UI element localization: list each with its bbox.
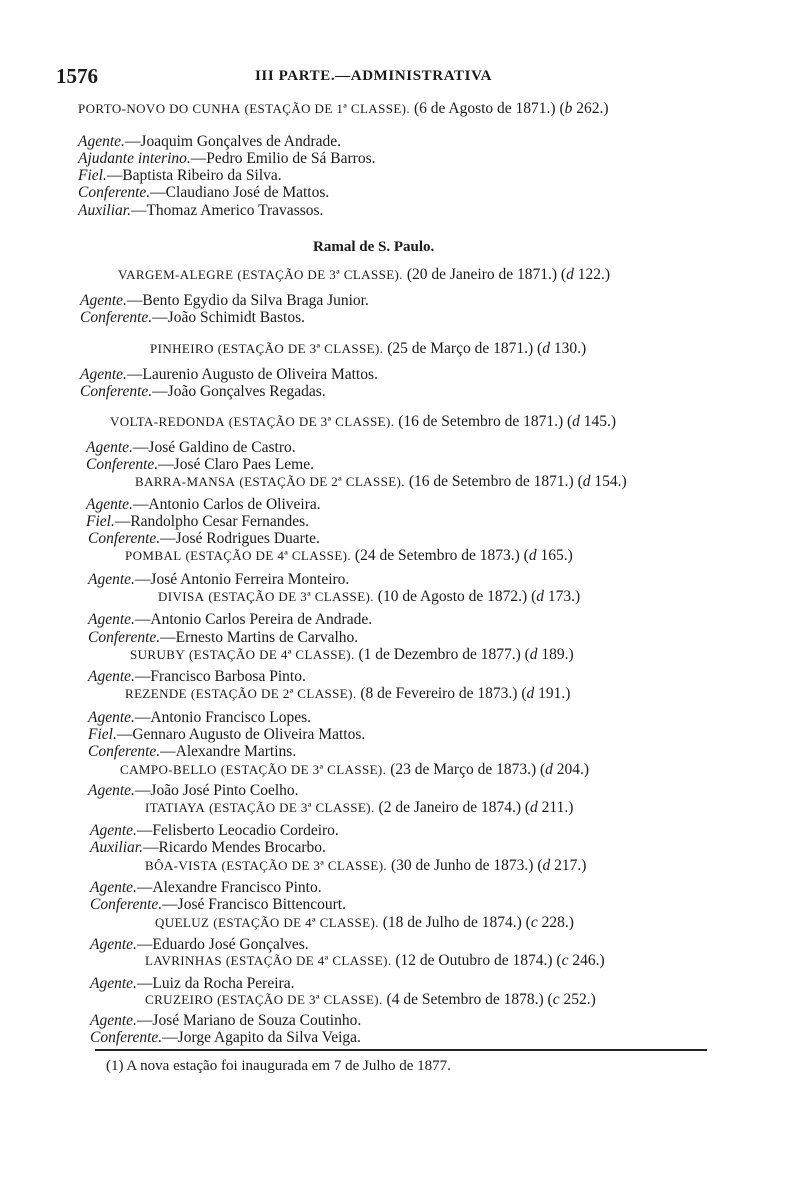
reference-number: 145.) xyxy=(583,413,617,430)
staff-entry xyxy=(78,167,282,184)
opening-date: (24 de Setembro de 1873.) xyxy=(354,547,520,564)
opening-date: (16 de Setembro de 1871.) xyxy=(398,413,564,430)
staff-entry xyxy=(90,896,346,913)
reference-number: 191.) xyxy=(538,685,571,702)
station-heading: POMBAL (ESTAÇÃO DE 4ª CLASSE). (24 de Setembro de 1873.) (d 165.) xyxy=(125,547,573,564)
staff-role: Conferente. xyxy=(78,184,151,201)
staff-role: Conferente. xyxy=(86,456,159,473)
staff-role: Agente. xyxy=(88,709,135,726)
station-heading: CRUZEIRO (ESTAÇÃO DE 3ª CLASSE). (4 de Setembro de 1878.) (c 252.) xyxy=(145,991,596,1008)
staff-role: Ajudante interino. xyxy=(78,150,191,167)
staff-name: —Eduardo José Gonçalves. xyxy=(136,936,309,953)
staff-name: —Baptista Ribeiro da Silva. xyxy=(106,167,282,184)
station-heading: PORTO-NOVO DO CUNHA (ESTAÇÃO DE 1ª CLASSE). (6 de Agosto de 1871.) (b 262.) xyxy=(78,100,609,117)
staff-role: Agente. xyxy=(90,1012,137,1029)
staff-role: Agente. xyxy=(80,366,127,383)
staff-entry xyxy=(88,709,311,726)
section-title: Ramal de S. Paulo. xyxy=(313,239,435,255)
staff-role: Agente. xyxy=(80,292,127,309)
reference-letter: c xyxy=(552,991,560,1008)
staff-entry xyxy=(88,782,299,799)
station-class: (ESTAÇÃO DE 4ª CLASSE). xyxy=(185,548,352,563)
reference-number: 211.) xyxy=(541,799,574,816)
staff-name: —Jorge Agapito da Silva Veiga. xyxy=(162,1029,361,1046)
station-class: (ESTAÇÃO DE 3ª CLASSE). xyxy=(228,414,395,429)
staff-role: Fiel. xyxy=(86,513,115,530)
staff-name: —Alexandre Martins. xyxy=(160,743,297,760)
reference-number: 246.) xyxy=(572,952,605,969)
station-name: CRUZEIRO xyxy=(145,992,214,1007)
station-class: (ESTAÇÃO DE 3ª CLASSE). xyxy=(217,992,383,1007)
station-class: (ESTAÇÃO DE 3ª CLASSE). xyxy=(217,341,384,356)
page-reference xyxy=(565,100,609,117)
station-class: (ESTAÇÃO DE 2ª CLASSE). xyxy=(239,474,405,489)
station-class: (ESTAÇÃO DE 4ª CLASSE). xyxy=(213,915,379,930)
station-heading: QUELUZ (ESTAÇÃO DE 4ª CLASSE). (18 de Julho de 1874.) (c 228.) xyxy=(155,914,574,931)
station-name: CAMPO-BELLO xyxy=(120,762,217,777)
staff-name: —Pedro Emilio de Sá Barros. xyxy=(190,150,376,167)
station-class: (ESTAÇÃO DE 2ª CLASSE). xyxy=(190,686,357,701)
station-name: VOLTA-REDONDA xyxy=(110,414,225,429)
reference-letter: c xyxy=(561,952,569,969)
staff-role: Auxiliar. xyxy=(90,839,143,856)
opening-date: (20 de Janeiro de 1871.) xyxy=(406,266,558,283)
opening-date: (4 de Setembro de 1878.) xyxy=(386,991,544,1008)
footnote: (1) A nova estação foi inaugurada em 7 de Julho de 1877. xyxy=(106,1058,451,1074)
staff-role: Conferente. xyxy=(88,530,161,547)
page-reference xyxy=(531,914,574,931)
reference-letter: b xyxy=(564,100,573,117)
staff-role: Fiel. xyxy=(88,726,117,743)
staff-name: —Ricardo Mendes Brocarbo. xyxy=(142,839,326,856)
station-heading: ITATIAYA (ESTAÇÃO DE 3ª CLASSE). (2 de Janeiro de 1874.) (d 211.) xyxy=(145,799,574,816)
station-class: (ESTAÇÃO DE 4ª CLASSE). xyxy=(189,647,355,662)
reference-number: 154.) xyxy=(594,473,627,490)
opening-date: (25 de Março de 1871.) xyxy=(387,340,534,357)
reference-letter: d xyxy=(542,857,551,874)
staff-name: —Randolpho Cesar Fernandes. xyxy=(114,513,309,530)
staff-role: Conferente. xyxy=(90,896,163,913)
page-reference xyxy=(529,547,573,564)
staff-entry xyxy=(88,726,365,743)
staff-entry xyxy=(86,496,321,513)
running-head: III PARTE.—ADMINISTRATIVA xyxy=(255,68,493,84)
staff-entry xyxy=(90,975,294,992)
page-reference xyxy=(566,266,610,283)
page-number: 1576 xyxy=(56,64,98,88)
staff-name: —José Francisco Bittencourt. xyxy=(162,896,346,913)
station-heading: BARRA-MANSA (ESTAÇÃO DE 2ª CLASSE). (16 de Setembro de 1871.) (d 154.) xyxy=(135,473,627,490)
reference-number: 252.) xyxy=(563,991,596,1008)
page-reference xyxy=(536,588,580,605)
opening-date: (1 de Dezembro de 1877.) xyxy=(358,646,521,663)
staff-name: —Francisco Barbosa Pinto. xyxy=(134,668,306,685)
staff-role: Agente. xyxy=(88,782,135,799)
staff-name: —José Rodrigues Duarte. xyxy=(160,530,320,547)
page-reference xyxy=(583,473,627,490)
staff-role: Agente. xyxy=(86,439,133,456)
opening-date: (16 de Setembro de 1871.) xyxy=(408,473,574,490)
station-name: QUELUZ xyxy=(155,915,210,930)
reference-number: 189.) xyxy=(541,646,574,663)
staff-role: Agente. xyxy=(86,496,133,513)
station-heading: CAMPO-BELLO (ESTAÇÃO DE 3ª CLASSE). (23 de Março de 1873.) (d 204.) xyxy=(120,761,590,778)
staff-role: Agente. xyxy=(88,668,135,685)
staff-name: —Luiz da Rocha Pereira. xyxy=(136,975,295,992)
reference-letter: d xyxy=(526,685,535,702)
staff-entry xyxy=(90,1029,361,1046)
staff-name: —Thomaz Americo Travassos. xyxy=(130,202,324,219)
staff-role: Agente. xyxy=(78,133,125,150)
staff-entry xyxy=(90,822,339,839)
staff-role: Agente. xyxy=(88,611,135,628)
staff-name: —Antonio Carlos Pereira de Andrade. xyxy=(134,611,373,628)
reference-number: 130.) xyxy=(553,340,587,357)
staff-entry xyxy=(78,150,375,167)
staff-name: —Bento Egydio da Silva Braga Junior. xyxy=(126,292,369,309)
page-reference xyxy=(543,857,587,874)
opening-date: (10 de Agosto de 1872.) xyxy=(377,588,528,605)
page-reference xyxy=(530,646,574,663)
reference-letter: c xyxy=(530,914,538,931)
reference-number: 262.) xyxy=(576,100,609,117)
station-class: (ESTAÇÃO DE 4ª CLASSE). xyxy=(225,953,392,968)
staff-entry xyxy=(78,133,341,150)
staff-role: Agente. xyxy=(90,879,137,896)
station-name: PORTO-NOVO DO CUNHA xyxy=(78,101,241,116)
staff-entry xyxy=(88,571,349,588)
page-reference xyxy=(553,991,596,1008)
staff-role: Conferente. xyxy=(90,1029,163,1046)
opening-date: (23 de Março de 1873.) xyxy=(390,761,537,778)
page-reference xyxy=(530,799,573,816)
reference-letter: d xyxy=(530,799,538,816)
opening-date: (18 de Julho de 1874.) xyxy=(382,914,522,931)
reference-letter: d xyxy=(566,266,574,283)
staff-entry xyxy=(80,383,326,400)
staff-entry xyxy=(86,513,309,530)
staff-role: Agente. xyxy=(90,822,137,839)
opening-date: (6 de Agosto de 1871.) xyxy=(413,100,556,117)
station-class: (ESTAÇÃO DE 3ª CLASSE). xyxy=(209,800,375,815)
page-reference xyxy=(527,685,571,702)
staff-role: Conferente. xyxy=(88,629,161,646)
staff-entry xyxy=(78,202,323,219)
station-name: DIVISA xyxy=(158,589,205,604)
station-heading: VARGEM-ALEGRE (ESTAÇÃO DE 3ª CLASSE). (20 de Janeiro de 1871.) (d 122.) xyxy=(118,266,610,283)
staff-entry xyxy=(78,184,329,201)
reference-letter: d xyxy=(529,646,538,663)
station-name: SURUBY xyxy=(130,647,186,662)
staff-name: —João José Pinto Coelho. xyxy=(134,782,299,799)
reference-letter: d xyxy=(528,547,537,564)
staff-entry xyxy=(90,839,326,856)
staff-name: —João Schimidt Bastos. xyxy=(152,309,306,326)
reference-letter: d xyxy=(572,413,580,430)
opening-date: (12 de Outubro de 1874.) xyxy=(395,952,553,969)
staff-name: —Felisberto Leocadio Cordeiro. xyxy=(136,822,339,839)
station-class: (ESTAÇÃO DE 3ª CLASSE). xyxy=(237,267,403,282)
reference-letter: d xyxy=(536,588,544,605)
reference-number: 228.) xyxy=(541,914,574,931)
station-class: (ESTAÇÃO DE 3ª CLASSE). xyxy=(220,762,387,777)
staff-name: —Alexandre Francisco Pinto. xyxy=(136,879,322,896)
reference-number: 122.) xyxy=(577,266,610,283)
staff-entry xyxy=(86,456,314,473)
opening-date: (30 de Junho de 1873.) xyxy=(390,857,534,874)
station-name: VARGEM-ALEGRE xyxy=(118,267,234,282)
reference-letter: d xyxy=(582,473,591,490)
staff-name: —José Mariano de Souza Coutinho. xyxy=(136,1012,362,1029)
reference-number: 217.) xyxy=(554,857,587,874)
staff-name: —Joaquim Gonçalves de Andrade. xyxy=(124,133,342,150)
staff-entry xyxy=(88,668,306,685)
reference-number: 165.) xyxy=(540,547,573,564)
station-heading: BÔA-VISTA (ESTAÇÃO DE 3ª CLASSE). (30 de Junho de 1873.) (d 217.) xyxy=(145,857,587,874)
staff-entry xyxy=(90,1012,361,1029)
opening-date: (2 de Janeiro de 1874.) xyxy=(378,799,521,816)
staff-name: —Laurenio Augusto de Oliveira Mattos. xyxy=(126,366,378,383)
station-class: (ESTAÇÃO DE 1ª CLASSE). xyxy=(244,101,411,116)
staff-role: Auxiliar. xyxy=(78,202,131,219)
reference-number: 173.) xyxy=(547,588,581,605)
station-heading: LAVRINHAS (ESTAÇÃO DE 4ª CLASSE). (12 de Outubro de 1874.) (c 246.) xyxy=(145,952,605,969)
staff-entry xyxy=(88,743,296,760)
footnote-divider xyxy=(95,1049,707,1051)
staff-entry xyxy=(80,309,305,326)
staff-name: —José Galdino de Castro. xyxy=(132,439,296,456)
page-reference xyxy=(572,413,616,430)
staff-entry xyxy=(88,629,358,646)
staff-role: Conferente. xyxy=(88,743,161,760)
staff-entry xyxy=(90,936,309,953)
staff-role: Agente. xyxy=(90,936,137,953)
staff-name: —Gennaro Augusto de Oliveira Mattos. xyxy=(116,726,366,743)
staff-role: Conferente. xyxy=(80,309,153,326)
reference-letter: d xyxy=(545,761,553,778)
station-name: POMBAL xyxy=(125,548,182,563)
staff-entry xyxy=(80,366,378,383)
page-reference xyxy=(542,340,586,357)
staff-name: —José Claro Paes Leme. xyxy=(158,456,314,473)
page-reference xyxy=(545,761,589,778)
station-heading: SURUBY (ESTAÇÃO DE 4ª CLASSE). (1 de Dezembro de 1877.) (d 189.) xyxy=(130,646,574,663)
staff-entry xyxy=(80,292,369,309)
staff-role: Agente. xyxy=(88,571,135,588)
staff-role: Conferente. xyxy=(80,383,153,400)
staff-name: —José Antonio Ferreira Monteiro. xyxy=(134,571,350,588)
station-name: ITATIAYA xyxy=(145,800,206,815)
station-heading: REZENDE (ESTAÇÃO DE 2ª CLASSE). (8 de Fevereiro de 1873.) (d 191.) xyxy=(125,685,571,702)
staff-entry xyxy=(88,530,320,547)
station-class: (ESTAÇÃO DE 3ª CLASSE). xyxy=(208,589,374,604)
staff-role: Agente. xyxy=(90,975,137,992)
station-heading: PINHEIRO (ESTAÇÃO DE 3ª CLASSE). (25 de Março de 1871.) (d 130.) xyxy=(150,340,587,357)
station-heading: DIVISA (ESTAÇÃO DE 3ª CLASSE). (10 de Agosto de 1872.) (d 173.) xyxy=(158,588,581,605)
staff-entry xyxy=(88,611,372,628)
station-heading: VOLTA-REDONDA (ESTAÇÃO DE 3ª CLASSE). (16 de Setembro de 1871.) (d 145.) xyxy=(110,413,617,430)
station-name: LAVRINHAS xyxy=(145,953,223,968)
staff-role: Fiel. xyxy=(78,167,107,184)
reference-letter: d xyxy=(542,340,550,357)
staff-name: —Ernesto Martins de Carvalho. xyxy=(160,629,359,646)
staff-name: —Antonio Carlos de Oliveira. xyxy=(132,496,321,513)
reference-number: 204.) xyxy=(556,761,590,778)
staff-entry xyxy=(86,439,296,456)
station-name: PINHEIRO xyxy=(150,341,214,356)
station-name: BÔA-VISTA xyxy=(145,858,218,873)
staff-name: —Claudiano José de Mattos. xyxy=(150,184,330,201)
opening-date: (8 de Fevereiro de 1873.) xyxy=(360,685,518,702)
station-class: (ESTAÇÃO DE 3ª CLASSE). xyxy=(221,858,388,873)
staff-entry xyxy=(90,879,322,896)
staff-name: —Antonio Francisco Lopes. xyxy=(134,709,311,726)
station-name: BARRA-MANSA xyxy=(135,474,236,489)
station-name: REZENDE xyxy=(125,686,188,701)
staff-name: —João Gonçalves Regadas. xyxy=(152,383,326,400)
page-reference xyxy=(562,952,605,969)
